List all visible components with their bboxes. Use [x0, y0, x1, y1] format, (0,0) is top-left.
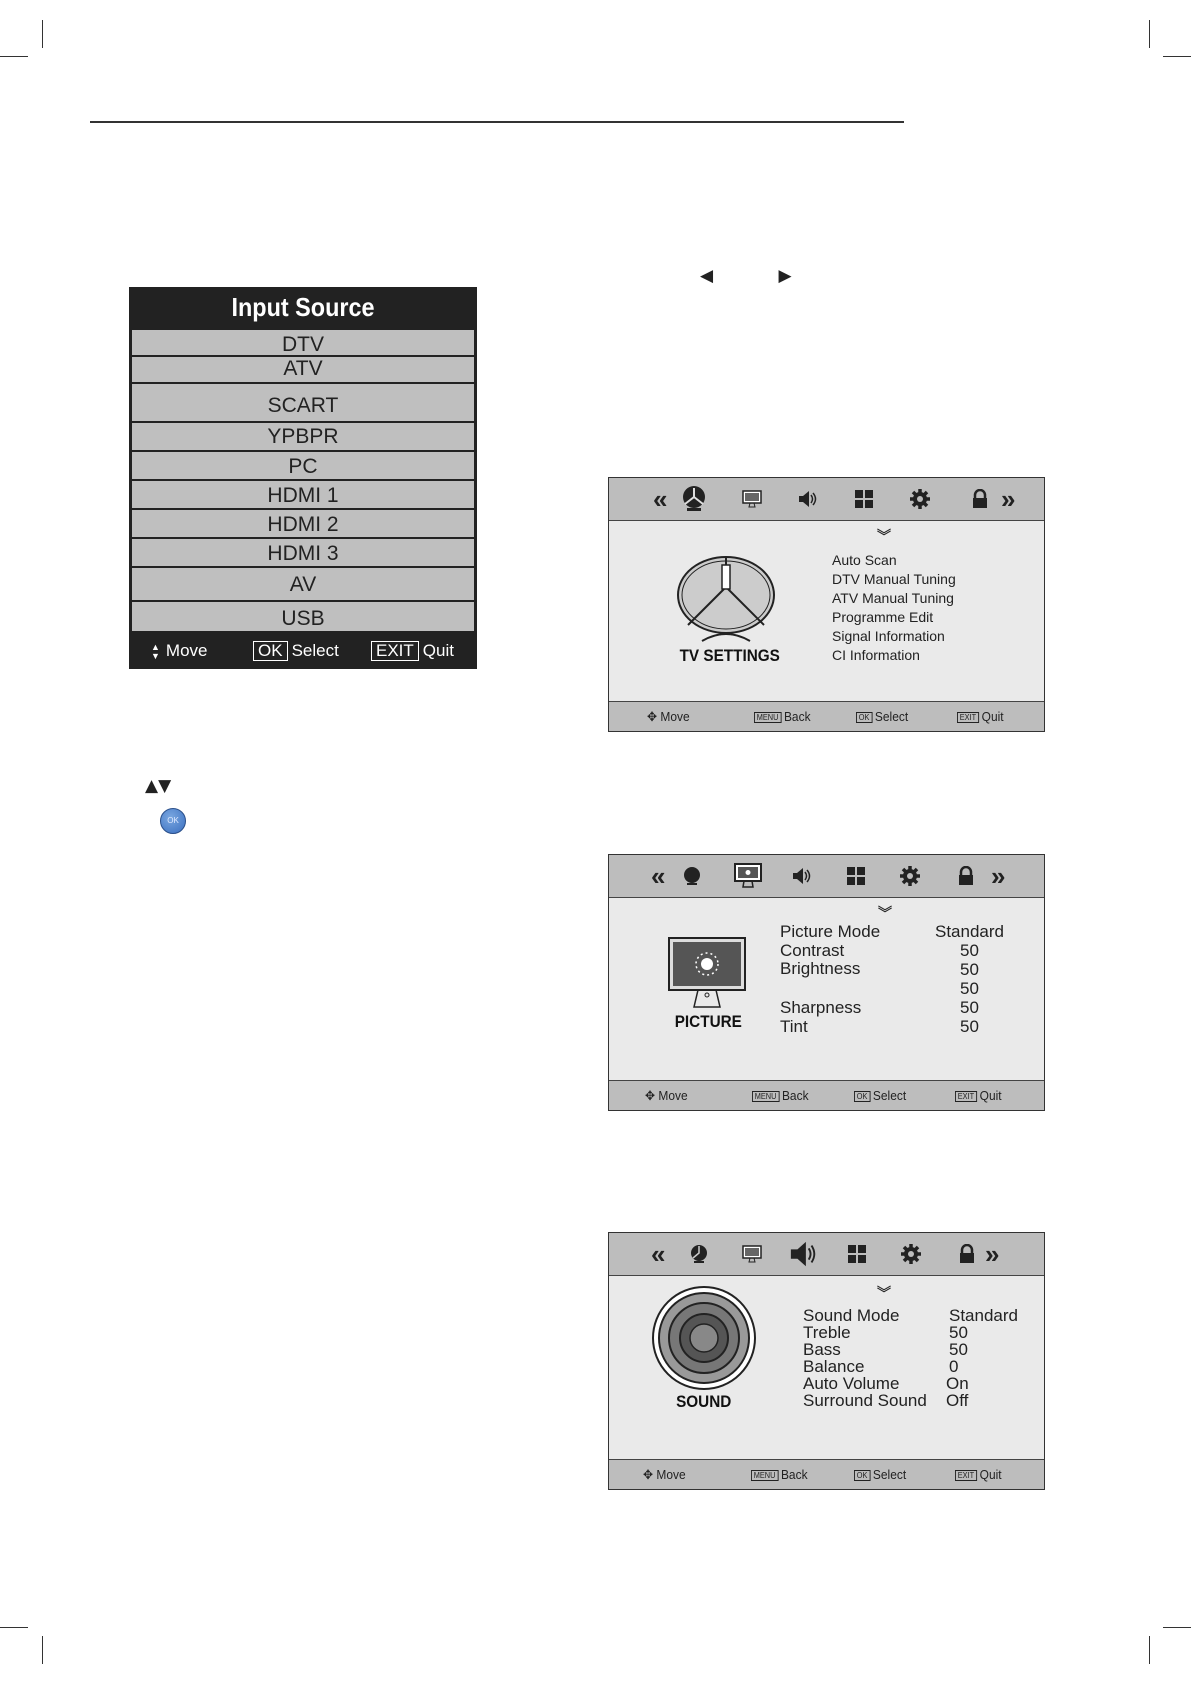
footer-back: MENU Back [754, 702, 811, 731]
setting-name[interactable]: Contrast [780, 941, 845, 960]
setting-value: 50 [960, 979, 979, 998]
setting-name[interactable]: Treble [803, 1323, 851, 1342]
chevron-right-icon[interactable]: » [991, 861, 1006, 891]
tab-sound[interactable] [793, 478, 823, 520]
setting-name[interactable]: Sharpness [780, 998, 862, 1017]
apps-icon [847, 867, 865, 885]
tab-channel[interactable] [677, 855, 707, 897]
chevron-right-icon[interactable]: » [1001, 484, 1016, 514]
move-icon: ✥ [643, 1467, 657, 1482]
tv-settings-label: TV SETTINGS [679, 646, 780, 665]
header-rule [90, 121, 904, 123]
menu-key: MENU [752, 1091, 779, 1102]
menu-item-signal-information[interactable]: Signal Information [832, 628, 945, 644]
chevron-right-icon[interactable]: » [985, 1239, 1000, 1269]
source-item-hdmi3[interactable]: HDMI 3 [132, 539, 474, 566]
tab-apps[interactable] [841, 855, 871, 897]
footer-select: OK Select [854, 1081, 906, 1110]
picture-icon [742, 490, 762, 508]
exit-key: EXIT [371, 641, 419, 661]
setting-name[interactable]: Sound Mode [803, 1306, 900, 1325]
source-item-atv[interactable]: ATV [132, 357, 474, 382]
footer-move: ✥ Move [645, 1088, 688, 1103]
sound-menu [608, 1232, 1045, 1490]
exit-key: EXIT [955, 1470, 977, 1481]
setting-value: 50 [960, 998, 979, 1017]
move-icon: ✥ [645, 1088, 659, 1103]
crop-mark [0, 1627, 28, 1628]
tab-bar [609, 1233, 1044, 1276]
chevron-left-icon[interactable]: « [651, 1239, 666, 1269]
picture-label: PICTURE [674, 1012, 742, 1031]
tab-settings[interactable] [896, 1233, 926, 1275]
chevron-left-icon[interactable]: « [651, 861, 666, 891]
tab-settings[interactable] [905, 478, 935, 520]
settings-icon [909, 488, 931, 510]
setting-value: Off [946, 1391, 969, 1410]
footer-quit: EXIT Quit [371, 632, 454, 669]
tab-lock[interactable] [952, 1233, 982, 1275]
speaker-icon [651, 1285, 757, 1391]
ok-key: OK [854, 1470, 870, 1481]
exit-key: EXIT [955, 1091, 977, 1102]
input-source-title: Input Source [231, 292, 375, 322]
source-item-scart[interactable]: SCART [132, 384, 474, 421]
setting-value: 50 [960, 1017, 979, 1036]
tab-lock[interactable] [965, 478, 995, 520]
footer-back: MENU Back [751, 1460, 808, 1489]
double-chevron-down-icon: ︾ [877, 1285, 891, 1301]
footer-move: ✥ Move [643, 1467, 686, 1482]
setting-name[interactable]: Surround Sound [803, 1391, 927, 1410]
exit-key: EXIT [957, 712, 979, 723]
menu-footer [609, 1080, 1044, 1110]
footer-select: OK Select [854, 1460, 906, 1489]
footer-select: OK Select [253, 632, 339, 669]
settings-icon [899, 865, 921, 887]
picture-menu [608, 854, 1045, 1111]
tab-sound[interactable] [787, 855, 817, 897]
menu-item-atv-manual-tuning[interactable]: ATV Manual Tuning [832, 590, 954, 606]
sound-icon [789, 1240, 819, 1268]
menu-item-dtv-manual-tuning[interactable]: DTV Manual Tuning [832, 571, 956, 587]
footer-quit: EXIT Quit [955, 1460, 1002, 1489]
footer-quit: EXIT Quit [955, 1081, 1002, 1110]
menu-item-ci-information[interactable]: CI Information [832, 647, 920, 663]
sound-icon [797, 490, 819, 508]
picture-monitor-icon [668, 937, 746, 1013]
crop-mark [0, 56, 28, 57]
left-right-arrows: ◀ ▶ [700, 266, 822, 286]
footer-quit: EXIT Quit [957, 702, 1004, 731]
tv-settings-menu [608, 477, 1045, 732]
crop-mark [1163, 56, 1191, 57]
tab-bar [609, 855, 1044, 898]
lock-icon [957, 866, 975, 886]
footer-move: ✥ Move [647, 709, 690, 724]
setting-value: Standard [949, 1306, 1018, 1325]
source-item-usb[interactable]: USB [132, 602, 474, 631]
move-icon: ✥ [647, 709, 661, 724]
source-item-hdmi2[interactable]: HDMI 2 [132, 510, 474, 537]
ok-key: OK [856, 712, 872, 723]
input-source-menu [129, 287, 477, 669]
menu-key: MENU [751, 1470, 778, 1481]
setting-name[interactable]: Balance [803, 1357, 865, 1376]
source-item-ypbpr[interactable]: YPBPR [132, 423, 474, 450]
picture-icon [734, 863, 762, 889]
tab-picture[interactable] [733, 855, 763, 897]
footer-select: OK Select [856, 702, 908, 731]
channel-icon [680, 485, 708, 513]
source-item-av[interactable]: AV [132, 568, 474, 600]
up-down-arrows: ▲▼ [145, 776, 172, 796]
menu-footer [609, 701, 1044, 731]
sound-label: SOUND [676, 1392, 732, 1411]
apps-icon [848, 1245, 866, 1263]
source-item-pc[interactable]: PC [132, 452, 474, 479]
ok-key: OK [253, 641, 288, 661]
setting-value: 50 [960, 960, 979, 979]
channel-icon [689, 1244, 709, 1264]
crop-mark [1149, 20, 1150, 48]
double-chevron-down-icon: ︾ [878, 905, 892, 921]
crop-mark [42, 20, 43, 48]
setting-value: 50 [949, 1323, 968, 1342]
ok-button-icon: OK [160, 808, 186, 834]
crop-mark [1149, 1636, 1150, 1664]
chevron-left-icon[interactable]: « [653, 484, 668, 514]
menu-item-auto-scan[interactable]: Auto Scan [832, 552, 897, 568]
tab-apps[interactable] [842, 1233, 872, 1275]
tab-channel[interactable] [679, 478, 709, 520]
footer-move: ▲ ▼ Move [151, 641, 208, 661]
setting-name[interactable]: Tint [780, 1017, 808, 1036]
setting-name[interactable]: Picture Mode [780, 922, 881, 941]
setting-name[interactable]: Auto Volume [803, 1374, 900, 1393]
crop-mark [42, 1636, 43, 1664]
tv-settings-icon [674, 555, 778, 645]
setting-name[interactable]: Bass [803, 1340, 841, 1359]
footer-back: MENU Back [752, 1081, 809, 1110]
tab-bar [609, 478, 1044, 521]
menu-item-programme-edit[interactable]: Programme Edit [832, 609, 934, 625]
tab-sound[interactable] [789, 1233, 819, 1275]
tab-picture[interactable] [737, 478, 767, 520]
ok-key: OK [854, 1091, 870, 1102]
menu-footer [609, 1459, 1044, 1489]
lock-icon [971, 489, 989, 509]
tab-settings[interactable] [895, 855, 925, 897]
crop-mark [1163, 1627, 1191, 1628]
tab-apps[interactable] [849, 478, 879, 520]
setting-value: On [946, 1374, 969, 1393]
setting-value: 50 [960, 941, 979, 960]
source-item-dtv[interactable]: DTV [132, 330, 474, 355]
setting-value: Standard [935, 922, 1004, 941]
tab-channel[interactable] [684, 1233, 714, 1275]
setting-value: 50 [949, 1340, 968, 1359]
double-chevron-down-icon: ︾ [877, 528, 891, 544]
up-down-icon: ▲ ▼ [151, 641, 160, 661]
apps-icon [855, 490, 873, 508]
lock-icon [958, 1244, 976, 1264]
sound-icon [791, 867, 813, 885]
tab-lock[interactable] [951, 855, 981, 897]
settings-icon [900, 1243, 922, 1265]
menu-key: MENU [754, 712, 781, 723]
source-item-hdmi1[interactable]: HDMI 1 [132, 481, 474, 508]
tab-picture[interactable] [737, 1233, 767, 1275]
setting-name[interactable]: Brightness [780, 959, 861, 978]
setting-value: 0 [949, 1357, 959, 1376]
input-source-footer [129, 632, 477, 669]
picture-icon [742, 1245, 762, 1263]
channel-icon [682, 866, 702, 886]
